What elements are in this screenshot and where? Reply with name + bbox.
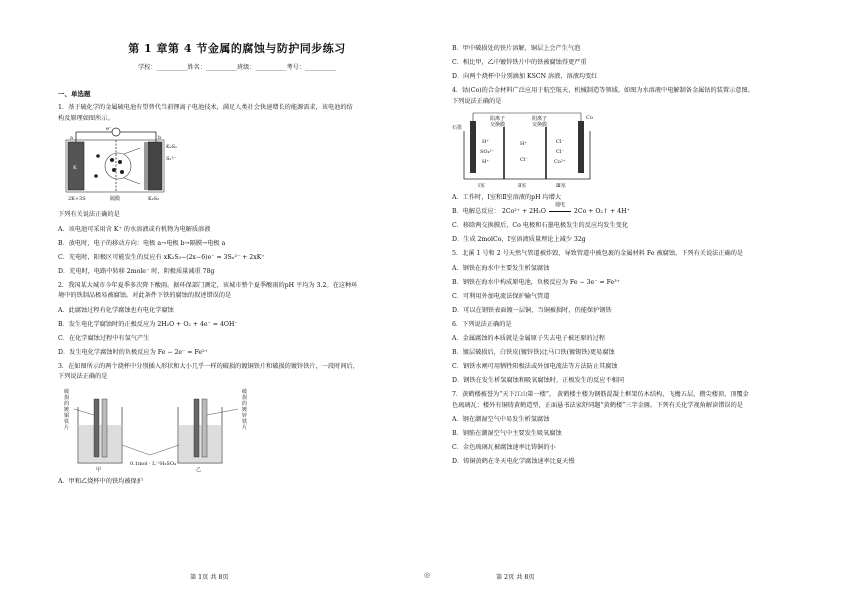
q1-label-electron: e⁻	[106, 126, 112, 132]
q5-stem: 5．北溪 1 号和 2 号天然气管道被炸毁，导致管道中被包裹的金属材料 Fe 被腐蚀，下列有关说法正确的是	[452, 250, 744, 257]
q6-stem: 6．下列说法正确的是	[452, 320, 512, 328]
student-info-line: 学校：__________姓名：__________班级：__________考号：__________	[138, 64, 336, 71]
center-mark: ◎	[424, 571, 431, 579]
q4-room-2: Ⅱ室	[518, 183, 527, 189]
svg-text:破: 破	[242, 388, 248, 395]
q3-beakers-figure	[58, 385, 258, 473]
q7-stem-1: 7．黄鹤楼被誉为“天下江山第一楼”。 黄鹤楼主楼为钢筋混凝土框架仿木结构，飞檐五层，攒尖楼顶，顶覆金	[452, 391, 749, 398]
svg-text:铜: 铜	[64, 412, 70, 419]
q4-room1-ion-1: H⁺	[482, 139, 489, 145]
q3-option-a: A．甲和乙烧杯中的铁均被保护	[58, 477, 143, 485]
q6-option-a: A．金属腐蚀的本质就是金属原子失去电子被还原的过程	[452, 335, 605, 342]
q3-beaker-jia: 甲	[96, 466, 102, 473]
q6-option-d: D．钢铁在发生析氢腐蚀和吸氧腐蚀时，正极发生的反应不相同	[452, 377, 625, 384]
q1-label-k2sx: K₂Sₓ	[166, 144, 178, 150]
svg-text:锌: 锌	[242, 412, 248, 419]
q4-room-1: Ⅰ室	[478, 183, 485, 189]
svg-text:铁: 铁	[242, 418, 248, 425]
q3-left-label	[64, 388, 69, 431]
section-title: 一、单选题	[58, 90, 91, 98]
q4-stem-1: 4．钴(Co)的合金材料广泛应用于航空航天、机械制造等领域。如图为水溶液中电解制备金属钴的装置示意图。	[452, 87, 754, 94]
q3-option-d: D．向两个烧杯中分别滴加 KSCN 溶液，溶液均变红	[452, 73, 598, 80]
q3-option-c: C．相比甲，乙中镀锌铁片中的铁被腐蚀得更严重	[452, 59, 587, 66]
q1-label-membrane: 隔膜	[110, 196, 121, 202]
q4-electrolysis-figure	[452, 109, 602, 189]
q7-option-a: A．钢在潮湿空气中易发生析氢腐蚀	[452, 416, 550, 423]
svg-text:片: 片	[242, 424, 248, 431]
q4-option-b-arrow	[548, 202, 572, 217]
q2-stem-1: 2．我国某大城市今年夏季多次降下酸雨。据环保部门测定，该城市整个夏季酸雨的pH 平均为 3.2。在这种环	[58, 281, 358, 289]
footer-left-page-number: 第 1页 共 8页	[190, 574, 229, 581]
q4-room1-ion-2: SO₄²⁻	[480, 149, 495, 155]
right-page	[430, 0, 860, 608]
q4-option-c: C．移除两交换膜后，Co 电极和石墨电极发生的反应均发生变化	[452, 222, 629, 229]
question-4	[452, 86, 830, 245]
q4-option-a: A．工作时，Ⅰ室和Ⅱ室溶液的pH 均增大	[452, 194, 562, 201]
q4-room2-ion-2: Cl⁻	[520, 157, 529, 163]
q2-option-a: A．此腐蚀过程有化学腐蚀也有电化学腐蚀	[58, 306, 174, 314]
q3-stem-1: 3．在如图所示的两个烧杯中分别插入形状和大小几乎一样的破损的镀铜铁片和破损的镀锌铁片，一段时间后，	[58, 362, 359, 370]
q4-room1-ion-3: H⁺	[482, 159, 489, 165]
q7-option-d: D．铸铜黄鹤在冬天电化学腐蚀速率比夏天慢	[452, 458, 575, 465]
svg-text:铁: 铁	[64, 418, 70, 425]
q4-room3-ion-2: Cl⁻	[556, 149, 565, 155]
q1-option-c: C．充电时，阳极区可能发生的反应有 xK₂S₃−(2x−6)e⁻ = 3Sₓ²⁻ + 2xK⁺	[58, 253, 265, 261]
svg-text:的: 的	[64, 400, 70, 407]
q4-option-b-eq-left: 2Co²⁺ + 2H₂O	[501, 208, 546, 215]
q1-label-k2s3: K₂S₃	[148, 196, 160, 202]
q4-cobalt-label: Co	[586, 115, 593, 121]
question-6	[452, 320, 830, 387]
q3-option-b: B．甲中破损处的铁片溶解，铜层上会产生气泡	[452, 45, 581, 52]
q5-option-d: D．可以在钢铁表面镀一层铜，当铜被损时，仍能保护钢铁	[452, 306, 612, 314]
q4-option-d: D．生成 2molCo，Ⅰ室溶液质量理论上减少 32g	[452, 236, 586, 243]
q1-option-b: B．放电时，电子的移动方向：电极 a→电极 b→隔膜→电极 a	[58, 239, 226, 247]
q1-label-2k3s: 2K+3S	[68, 196, 86, 202]
svg-text:损: 损	[64, 394, 70, 401]
q4-stem-2: 下列说法正确的是	[452, 97, 502, 105]
q4-option-b	[452, 202, 830, 217]
svg-text:的: 的	[242, 400, 248, 407]
svg-text:破: 破	[64, 388, 70, 395]
q4-option-b-condition: 通电	[554, 202, 565, 208]
svg-text:损: 损	[242, 394, 248, 401]
q4-membrane1-line1: 阳离子	[490, 116, 506, 122]
q4-membrane2-line1: 阴离子	[532, 116, 548, 122]
q4-option-b-prefix: B．电解总反应：	[452, 208, 500, 215]
question-5	[452, 249, 830, 316]
q4-membrane1-line2: 交换膜	[490, 122, 506, 128]
q1-stem-1: 1．基于硫化学的金属硫电池有望替代当前锂离子电池技术，满足人类社会快速增长的能源需求，该电池的结	[58, 104, 353, 111]
q3-beaker-yi: 乙	[196, 466, 202, 473]
q4-option-b-eq-right: 2Co + O₂↑ + 4H⁺	[573, 208, 630, 215]
q4-room3-ion-1: Cl⁻	[556, 139, 565, 145]
q7-stem-2: 色琉璃瓦；楼外有铜铸黄鹤造型，正面悬书法家舒同题“黄鹤楼”三字金匾。下列有关化学视角解读错误的是	[452, 401, 743, 409]
q1-label-sx: Sₓ²⁻	[166, 156, 177, 162]
q1-option-a: A．该电池可采用含 K⁺ 的水溶液或有机物为电解质溶液	[58, 225, 211, 233]
question-2	[58, 281, 416, 358]
q2-stem-2: 境中的铁制品极易被腐蚀。对此条件下铁的腐蚀的叙述错误的是	[58, 292, 232, 299]
q1-label-a: a	[70, 135, 73, 141]
q2-option-c: C．在化学腐蚀过程中有氢气产生	[58, 334, 150, 342]
q6-option-c: C．钢铁水闸可用牺牲阳极法或外加电流法等方法防止其腐蚀	[452, 363, 618, 370]
q2-option-d: D．发生电化学腐蚀时的负极反应为 Fe − 2e⁻ = Fe²⁺	[58, 348, 208, 356]
q4-room-3: Ⅲ室	[556, 183, 566, 189]
q6-option-b: B．镀层破损后，白铁皮(镀锌铁)比马口铁(镀锡铁)更易腐蚀	[452, 349, 615, 356]
svg-text:镀: 镀	[242, 406, 248, 413]
q4-graphite-label: 石墨	[452, 125, 463, 131]
question-7	[452, 390, 830, 467]
q5-option-b: B．钢铁在海水中构成原电池，负极反应为 Fe − 3e⁻ = Fe³⁺	[452, 278, 620, 286]
footer-right-page-number: 第 2页 共 8页	[496, 574, 535, 581]
q5-option-a: A．钢铁在海水中主要发生析氢腐蚀	[452, 264, 550, 272]
doc-title: 第 1 章第 4 节金属的腐蚀与防护同步练习	[128, 42, 346, 55]
q1-prompt: 下列有关说法正确的是	[58, 211, 120, 218]
q3-stem-2: 下列说法正确的是	[58, 373, 108, 380]
q1-label-b: b	[158, 135, 162, 141]
q1-label-k: K	[73, 165, 77, 171]
question-1	[58, 103, 416, 277]
q1-option-d: D．充电时，电路中转移 2mole⁻ 时，阴极质量减重 78g	[58, 267, 215, 275]
svg-text:镀: 镀	[64, 406, 70, 413]
q7-option-b: B．钢筋在潮湿空气中主要发生吸氧腐蚀	[452, 430, 562, 437]
q7-option-c: C．金色琉璃瓦被腐蚀速率比铸铜的小	[452, 444, 556, 451]
q2-option-b: B．发生电化学腐蚀时的正极反应为 2H₂O + O₂ + 4e⁻ = 4OH⁻	[58, 320, 238, 328]
q1-stem-2: 构及原理如图所示。	[58, 114, 114, 122]
q4-membrane2-line2: 交换膜	[532, 122, 548, 128]
q4-room2-ion-1: H⁺	[520, 141, 527, 147]
question-3	[58, 362, 416, 487]
q3-right-label	[242, 388, 247, 431]
q4-room3-ion-3: Co²⁺	[554, 159, 566, 165]
svg-text:片: 片	[64, 424, 70, 431]
q1-battery-figure	[58, 126, 178, 208]
q3-solution-label: 0.1mol · L⁻¹H₂SO₄	[130, 460, 176, 467]
q5-option-c: C．可利用外加电流法保护输气管道	[452, 292, 550, 300]
